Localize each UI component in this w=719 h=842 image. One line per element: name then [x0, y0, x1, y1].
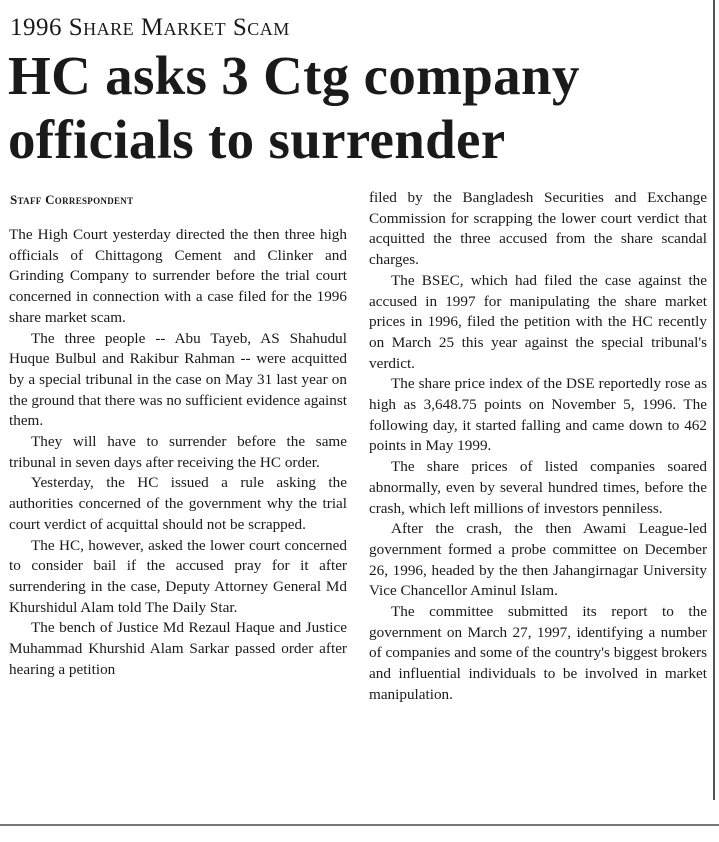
paragraph: After the crash, the then Awami League-led government formed a probe committee on December 26, 1996, headed by the then Jahangirnagar University Vice Chancellor Aminul Islam.: [369, 520, 707, 600]
paragraph: The committee submitted its report to the government on March 27, 1997, identifying a number of companies and some of the country's biggest brokers and influential individuals to be involved in market manipulation.: [369, 603, 707, 703]
paragraph: The share prices of listed companies soared abnormally, even by several hundred times, before the crash, which left millions of investors penniless.: [369, 458, 707, 517]
paragraph: They will have to surrender before the same tribunal in seven days after receiving the HC order.: [9, 433, 347, 471]
article-column-left: [9, 225, 347, 680]
headline: HC asks 3 Ctg company officials to surrender: [8, 45, 580, 170]
bottom-rule: [0, 824, 719, 826]
article-column-right: [369, 188, 707, 706]
kicker: 1996 Share Market Scam: [10, 14, 290, 41]
paragraph: Yesterday, the HC issued a rule asking the authorities concerned of the government why the trial court verdict of acquittal should not be scrapped.: [9, 474, 347, 533]
paragraph: The share price index of the DSE reportedly rose as high as 3,648.75 points on November 5, 1996. The following day, it started falling and came down to 462 points in May 1999.: [369, 375, 707, 455]
paragraph: The HC, however, asked the lower court concerned to consider bail if the accused pray for it after surrendering in the case, Deputy Attorney General Md Khurshidul Alam told The Daily Star.: [9, 536, 347, 616]
paragraph: The three people -- Abu Tayeb, AS Shahudul Huque Bulbul and Rakibur Rahman -- were acquitted by a special tribunal in the case on May 31 last year on the ground that there was no sufficient evidence against them.: [9, 329, 347, 430]
paragraph: The bench of Justice Md Rezaul Haque and Justice Muhammad Khurshid Alam Sarkar passed order after hearing a petition: [9, 619, 347, 678]
column-rule: [713, 0, 715, 800]
paragraph: filed by the Bangladesh Securities and Exchange Commission for scrapping the lower court verdict that acquitted the three accused from the share scandal charges.: [369, 189, 707, 269]
paragraph: The High Court yesterday directed the then three high officials of Chittagong Cement and Clinker and Grinding Company to surrender before the trial court concerned in connection with a case filed for the 1996 share market scam.: [9, 226, 347, 326]
byline: Staff Correspondent: [10, 192, 134, 207]
paragraph: The BSEC, which had filed the case against the accused in 1997 for manipulating the share market prices in 1996, filed the petition with the HC recently on March 25 this year against the special tribunal's verdict.: [369, 271, 707, 372]
